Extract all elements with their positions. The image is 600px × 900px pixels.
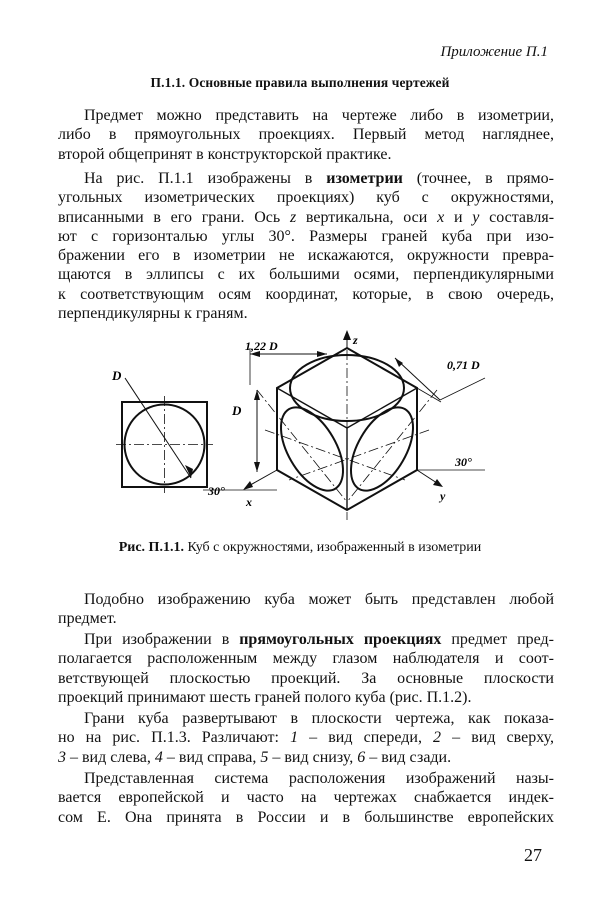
p6-line-1: Представленная система расположения изображений назы- bbox=[84, 770, 554, 787]
running-header: Приложение П.1 bbox=[440, 44, 548, 60]
p2-line-6: щаются в эллипсы с их большими осями, перпендикулярными bbox=[58, 266, 554, 284]
paragraph-1 bbox=[58, 106, 554, 164]
p2-line-2: угольных изометрических проекциях) куб с окружностями, bbox=[58, 189, 554, 207]
p4-line-3: ветствующей плоскостью проекций. За основные плоскости bbox=[58, 669, 554, 687]
p4-line-2: полагается расположенным между глазом наблюдателя и соот- bbox=[58, 650, 554, 668]
label-z-axis: z bbox=[353, 333, 358, 347]
term-orthographic: прямоугольных проекциях bbox=[239, 631, 442, 648]
p5-line-1: Грани куба развертывают в плоскости чертежа, как показа- bbox=[84, 710, 554, 727]
p1-line-3: второй общепринят в конструкторской практике. bbox=[58, 145, 392, 163]
p2-line-4: ют с горизонталью углы 30°. Размеры граней куба при изо- bbox=[58, 227, 554, 245]
term-isometry: изометрии bbox=[326, 170, 403, 187]
paragraph-2 bbox=[58, 169, 554, 323]
p2-line-7: к соответствующим осям координат, которые, в свою очередь, bbox=[58, 285, 554, 303]
p3-line-1: Подобно изображению куба может быть представлен любой bbox=[84, 591, 554, 608]
p6-line-2: вается европейской и часто на чертежах снабжается индек- bbox=[58, 789, 554, 807]
paragraph-5 bbox=[58, 709, 554, 767]
cube-figure bbox=[95, 330, 510, 525]
label-0-71d: 0,71 D bbox=[447, 358, 480, 372]
p6-line-3: сом Е. Она принята в России и в большинстве европейских bbox=[58, 808, 554, 826]
p2-line-5: бражении его в изометрии не искажаются, окружности превра- bbox=[58, 247, 554, 265]
p5-line-2: но на рис. П.1.3. Различают: 1 – вид спереди, 2 – вид сверху, bbox=[58, 729, 555, 747]
p2-line-8: перпендикулярны к граням. bbox=[58, 305, 248, 323]
p2-line-3: вписанными в его грани. Ось z вертикальна, оси x и y составля- bbox=[58, 208, 555, 226]
figure-caption: Рис. П.1.1. Куб с окружностями, изображенный в изометрии bbox=[118, 540, 482, 555]
label-30-left: 30° bbox=[208, 484, 225, 498]
p4-line-1: При изображении в прямоугольных проекциях предмет пред- bbox=[84, 631, 555, 648]
p3-line-2: предмет. bbox=[58, 610, 117, 628]
label-30-right: 30° bbox=[455, 455, 472, 469]
square-with-circle bbox=[116, 378, 213, 493]
label-1-22d: 1,22 D bbox=[245, 339, 278, 353]
label-y-axis: y bbox=[440, 489, 446, 503]
paragraph-6 bbox=[58, 769, 554, 827]
section-title: П.1.1. Основные правила выполнения чертежей bbox=[150, 75, 450, 90]
p4-line-4: проекций принимают шесть граней полого куба (рис. П.1.2). bbox=[58, 688, 472, 706]
paragraph-4 bbox=[58, 630, 554, 707]
p1-line-1: Предмет можно представить на чертеже либо в изометрии, bbox=[84, 107, 554, 124]
label-d-cube: D bbox=[232, 403, 242, 418]
label-d-square: D bbox=[112, 368, 122, 383]
page-number: 27 bbox=[524, 845, 542, 865]
p2-line-1: На рис. П.1.1 изображены в изометрии (точнее, в прямо- bbox=[84, 170, 555, 187]
label-x-axis: x bbox=[246, 495, 252, 509]
paragraph-3 bbox=[58, 590, 554, 629]
p1-line-2: либо в прямоугольных проекциях. Первый метод нагляднее, bbox=[58, 126, 554, 144]
p5-line-3: 3 – вид слева, 4 – вид справа, 5 – вид снизу, 6 – вид сзади. bbox=[58, 748, 452, 766]
